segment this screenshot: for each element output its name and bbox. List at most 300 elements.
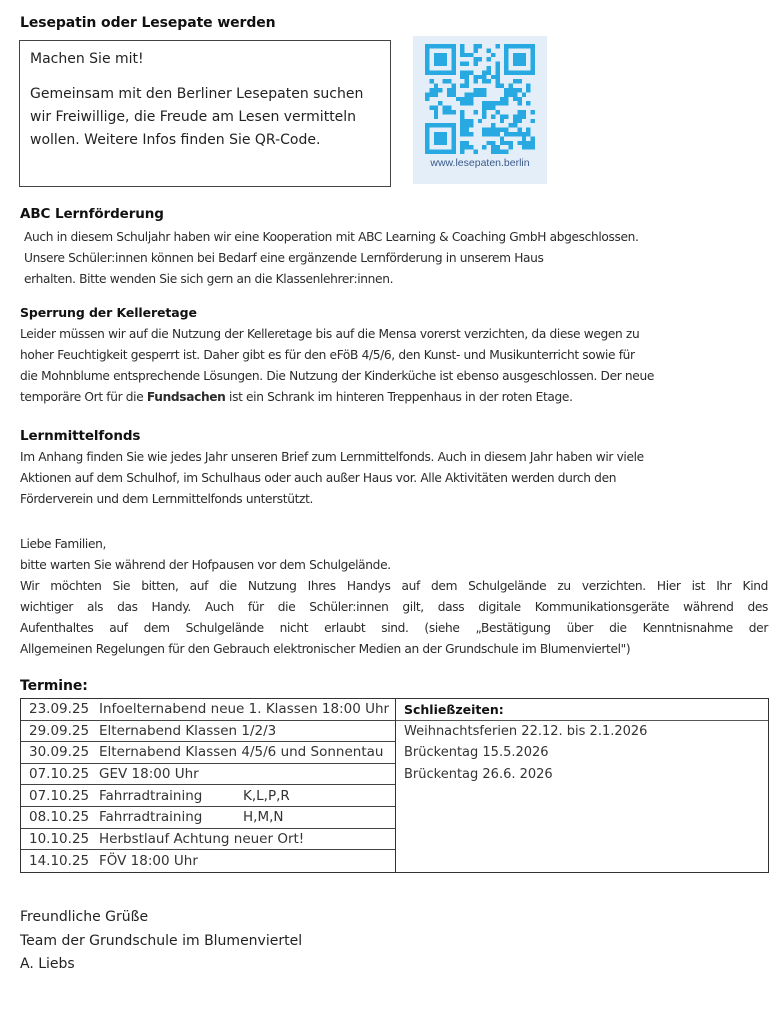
qr-module bbox=[451, 70, 455, 74]
qr-module bbox=[513, 119, 517, 123]
termin-event: Elternabend Klassen 4/5/6 und Sonnentau bbox=[99, 744, 384, 761]
termin-row bbox=[21, 699, 395, 721]
termine-heading: Termine: bbox=[20, 678, 88, 694]
qr-module bbox=[509, 84, 513, 88]
qr-module bbox=[447, 44, 451, 48]
qr-module bbox=[531, 119, 535, 123]
qr-module bbox=[465, 128, 469, 132]
qr-module bbox=[429, 70, 433, 74]
familien-greeting: Liebe Familien, bbox=[20, 537, 107, 551]
qr-module bbox=[495, 70, 499, 74]
qr-module bbox=[425, 128, 429, 132]
qr-module bbox=[504, 44, 508, 48]
qr-module bbox=[443, 106, 447, 110]
team-line: Team der Grundschule im Blumenviertel bbox=[20, 932, 303, 949]
qr-module bbox=[495, 44, 499, 48]
qr-module bbox=[447, 70, 451, 74]
qr-module bbox=[473, 79, 477, 83]
familien-text-line: Aufenthaltes auf dem Schulgelände nicht erlaubt sind. (siehe „Bestätigung über die Kenntnisnahme der bbox=[20, 621, 768, 635]
qr-module bbox=[513, 79, 517, 83]
qr-module bbox=[482, 101, 486, 105]
qr-module bbox=[526, 88, 530, 92]
qr-module bbox=[460, 75, 464, 79]
qr-module bbox=[460, 123, 464, 127]
qr-module bbox=[531, 53, 535, 57]
qr-module bbox=[443, 79, 447, 83]
qr-module bbox=[460, 119, 464, 123]
termin-event: Fahrradtraining bbox=[99, 787, 203, 804]
qr-module bbox=[478, 88, 482, 92]
qr-module bbox=[425, 132, 429, 136]
qr-module bbox=[478, 119, 482, 123]
familien-text-line: bitte warten Sie während der Hofpausen vor dem Schulgelände. bbox=[20, 558, 391, 572]
termin-date: 14.10.25 bbox=[29, 853, 90, 870]
kelleretage-text-line: die Mohnblume entsprechende Lösungen. Die Nutzung der Kinderküche ist ebenso ausgeschlossen. Der neue bbox=[20, 369, 654, 383]
qr-module bbox=[504, 101, 508, 105]
qr-module bbox=[513, 57, 517, 61]
qr-module bbox=[517, 62, 521, 66]
qr-module bbox=[434, 70, 438, 74]
qr-module bbox=[434, 136, 438, 140]
signer-name: A. Liebs bbox=[20, 956, 75, 972]
qr-module bbox=[491, 141, 495, 145]
qr-module bbox=[451, 123, 455, 127]
qr-module bbox=[500, 128, 504, 132]
termin-row bbox=[21, 721, 395, 743]
qr-module bbox=[438, 141, 442, 145]
qr-module bbox=[526, 141, 530, 145]
qr-module bbox=[491, 106, 495, 110]
termin-date: 23.09.25 bbox=[29, 701, 90, 718]
qr-code-card[interactable] bbox=[413, 36, 547, 184]
qr-module bbox=[465, 132, 469, 136]
qr-module bbox=[451, 57, 455, 61]
qr-module bbox=[469, 53, 473, 57]
qr-module bbox=[504, 88, 508, 92]
qr-module bbox=[495, 132, 499, 136]
termin-event: Elternabend Klassen 1/2/3 bbox=[99, 722, 277, 739]
qr-module bbox=[513, 123, 517, 127]
qr-module bbox=[473, 57, 477, 61]
qr-module bbox=[473, 48, 477, 52]
qr-module bbox=[447, 92, 451, 96]
qr-module bbox=[451, 136, 455, 140]
schliesszeit-item: Brückentag 26.6. 2026 bbox=[404, 767, 553, 783]
termin-event: FÖV 18:00 Uhr bbox=[99, 853, 198, 870]
lesepaten-info-box bbox=[19, 40, 391, 187]
qr-module bbox=[482, 114, 486, 118]
qr-module bbox=[526, 145, 530, 149]
qr-module bbox=[482, 70, 486, 74]
termin-event: Fahrradtraining bbox=[99, 809, 203, 826]
qr-module bbox=[513, 88, 517, 92]
qr-module bbox=[469, 97, 473, 101]
qr-module bbox=[491, 145, 495, 149]
qr-module bbox=[500, 97, 504, 101]
kelleretage-text-line: Leider müssen wir auf die Nutzung der Kelleretage bis auf die Mensa vorerst verzichten, da diese wegen zu bbox=[20, 327, 640, 341]
termin-date: 10.10.25 bbox=[29, 830, 90, 847]
qr-module bbox=[438, 88, 442, 92]
qr-module bbox=[434, 123, 438, 127]
qr-module bbox=[517, 119, 521, 123]
qr-module bbox=[491, 123, 495, 127]
termin-row bbox=[21, 807, 395, 829]
qr-module bbox=[451, 110, 455, 114]
termin-event: Herbstlauf Achtung neuer Ort! bbox=[99, 830, 305, 847]
qr-module bbox=[517, 53, 521, 57]
qr-module bbox=[504, 150, 508, 154]
qr-module bbox=[447, 79, 451, 83]
qr-module bbox=[451, 145, 455, 149]
qr-module bbox=[495, 110, 499, 114]
qr-module bbox=[482, 106, 486, 110]
qr-module bbox=[447, 110, 451, 114]
qr-module bbox=[473, 88, 477, 92]
qr-module bbox=[429, 44, 433, 48]
qr-module bbox=[504, 48, 508, 52]
qr-module bbox=[438, 57, 442, 61]
familien-text-line: wichtiger als das Handy. Auch für die Schüler:innen gilt, dass digitale Kommunikationsgeräte während des bbox=[20, 600, 768, 614]
qr-module bbox=[425, 70, 429, 74]
termin-event: Infoelternabend neue 1. Klassen 18:00 Uhr bbox=[99, 701, 390, 718]
qr-module bbox=[434, 141, 438, 145]
qr-module bbox=[495, 128, 499, 132]
qr-module bbox=[500, 141, 504, 145]
qr-module bbox=[447, 88, 451, 92]
termin-row bbox=[21, 829, 395, 851]
qr-module bbox=[500, 119, 504, 123]
qr-module bbox=[522, 145, 526, 149]
qr-module bbox=[443, 53, 447, 57]
qr-module bbox=[482, 128, 486, 132]
text-segment: ist ein Schrank im hinteren Treppenhaus in der roten Etage. bbox=[225, 390, 573, 404]
qr-module bbox=[460, 150, 464, 154]
lernmittelfonds-text bbox=[20, 447, 768, 510]
lernmittelfonds-text-line: Förderverein und dem Lernmittelfonds unterstützt. bbox=[20, 492, 314, 506]
qr-module bbox=[482, 132, 486, 136]
abc-text-line: Unsere Schüler:innen können bei Bedarf eine ergänzende Lernförderung in unserem Haus bbox=[24, 251, 544, 265]
qr-module bbox=[425, 57, 429, 61]
qr-module bbox=[500, 136, 504, 140]
qr-module bbox=[460, 53, 464, 57]
qr-module bbox=[460, 141, 464, 145]
qr-module bbox=[443, 141, 447, 145]
qr-module bbox=[434, 84, 438, 88]
qr-module bbox=[504, 62, 508, 66]
qr-module bbox=[460, 97, 464, 101]
qr-module bbox=[434, 110, 438, 114]
lesepaten-heading: Lesepatin oder Lesepate werden bbox=[20, 15, 276, 31]
qr-module bbox=[425, 136, 429, 140]
qr-module bbox=[513, 92, 517, 96]
qr-module bbox=[473, 44, 477, 48]
termin-row bbox=[21, 742, 395, 764]
qr-module bbox=[465, 101, 469, 105]
qr-module bbox=[531, 44, 535, 48]
familien-text-line: Allgemeinen Regelungen für den Gebrauch elektronischer Medien an der Grundschule im Blumenviertel") bbox=[20, 642, 631, 656]
qr-module bbox=[487, 79, 491, 83]
qr-module bbox=[465, 84, 469, 88]
qr-module bbox=[482, 92, 486, 96]
qr-module bbox=[473, 62, 477, 66]
termin-date: 07.10.25 bbox=[29, 787, 90, 804]
qr-module bbox=[451, 62, 455, 66]
qr-module bbox=[491, 128, 495, 132]
familien-text-line: Wir möchten Sie bitten, auf die Nutzung Ihres Handys auf dem Schulgelände zu verzichten. Hier ist Ihr Kind bbox=[20, 579, 768, 593]
qr-module bbox=[438, 70, 442, 74]
qr-module bbox=[491, 75, 495, 79]
qr-module bbox=[425, 145, 429, 149]
qr-module bbox=[482, 88, 486, 92]
qr-module bbox=[443, 110, 447, 114]
qr-module bbox=[443, 62, 447, 66]
qr-module bbox=[438, 132, 442, 136]
qr-module bbox=[526, 84, 530, 88]
qr-module bbox=[465, 62, 469, 66]
qr-module bbox=[500, 114, 504, 118]
qr-module bbox=[491, 150, 495, 154]
qr-module bbox=[447, 123, 451, 127]
qr-module bbox=[460, 128, 464, 132]
qr-module bbox=[495, 150, 499, 154]
qr-module bbox=[504, 53, 508, 57]
qr-module bbox=[522, 44, 526, 48]
qr-module bbox=[443, 132, 447, 136]
qr-module bbox=[487, 128, 491, 132]
qr-module bbox=[465, 53, 469, 57]
qr-module bbox=[517, 70, 521, 74]
qr-module bbox=[465, 92, 469, 96]
qr-module bbox=[447, 150, 451, 154]
qr-module bbox=[460, 101, 464, 105]
qr-module bbox=[460, 114, 464, 118]
qr-module bbox=[438, 101, 442, 105]
qr-module bbox=[509, 145, 513, 149]
lesepaten-text-line: wollen. Weitere Infos finden Sie QR-Code. bbox=[30, 132, 321, 148]
qr-module bbox=[531, 136, 535, 140]
qr-module bbox=[451, 44, 455, 48]
qr-module bbox=[443, 70, 447, 74]
qr-module bbox=[504, 92, 508, 96]
qr-module bbox=[425, 150, 429, 154]
qr-module bbox=[504, 128, 508, 132]
lernmittelfonds-text-line: Im Anhang finden Sie wie jedes Jahr unseren Brief zum Lernmittelfonds. Auch in diesem Jahr haben wir viele bbox=[20, 450, 644, 464]
abc-heading: ABC Lernförderung bbox=[20, 206, 164, 222]
qr-module bbox=[438, 150, 442, 154]
qr-module bbox=[465, 70, 469, 74]
qr-module bbox=[447, 106, 451, 110]
qr-module bbox=[504, 114, 508, 118]
signature-block bbox=[20, 906, 302, 977]
qr-module bbox=[465, 141, 469, 145]
qr-module bbox=[531, 141, 535, 145]
qr-module bbox=[460, 44, 464, 48]
qr-module bbox=[500, 84, 504, 88]
qr-module bbox=[513, 44, 517, 48]
schliesszeiten-column bbox=[396, 699, 768, 872]
qr-module bbox=[513, 97, 517, 101]
qr-module bbox=[495, 84, 499, 88]
qr-module bbox=[438, 123, 442, 127]
qr-module bbox=[469, 145, 473, 149]
qr-code-icon bbox=[425, 44, 535, 154]
qr-module bbox=[451, 53, 455, 57]
qr-module bbox=[509, 70, 513, 74]
qr-module bbox=[531, 66, 535, 70]
qr-module bbox=[522, 53, 526, 57]
qr-module bbox=[517, 88, 521, 92]
qr-module bbox=[517, 101, 521, 105]
qr-module bbox=[443, 150, 447, 154]
qr-module bbox=[517, 141, 521, 145]
qr-module bbox=[513, 114, 517, 118]
qr-module bbox=[522, 110, 526, 114]
termin-date: 30.09.25 bbox=[29, 744, 90, 761]
qr-module bbox=[451, 66, 455, 70]
qr-module bbox=[482, 79, 486, 83]
kelleretage-heading: Sperrung der Kelleretage bbox=[20, 305, 197, 320]
qr-module bbox=[500, 150, 504, 154]
kelleretage-text-line: hoher Feuchtigkeit gesperrt ist. Daher gibt es für den eFöB 4/5/6, den Kunst- und Musikunterricht sowie für bbox=[20, 348, 635, 362]
qr-module bbox=[434, 106, 438, 110]
qr-module bbox=[438, 136, 442, 140]
qr-module bbox=[473, 110, 477, 114]
qr-module bbox=[429, 106, 433, 110]
qr-module bbox=[478, 44, 482, 48]
qr-module bbox=[434, 150, 438, 154]
qr-module bbox=[526, 101, 530, 105]
qr-module bbox=[425, 97, 429, 101]
qr-module bbox=[469, 119, 473, 123]
qr-module bbox=[429, 150, 433, 154]
qr-module bbox=[491, 114, 495, 118]
qr-module bbox=[465, 79, 469, 83]
qr-module bbox=[465, 123, 469, 127]
qr-module bbox=[517, 57, 521, 61]
qr-module bbox=[517, 128, 521, 132]
qr-module bbox=[469, 123, 473, 127]
termin-groups: K,L,P,R bbox=[243, 787, 290, 804]
qr-module bbox=[509, 141, 513, 145]
qr-module bbox=[478, 57, 482, 61]
qr-module bbox=[495, 66, 499, 70]
qr-module bbox=[495, 145, 499, 149]
qr-module bbox=[487, 106, 491, 110]
schliesszeiten-heading: Schließzeiten: bbox=[396, 699, 768, 721]
qr-module bbox=[522, 136, 526, 140]
qr-module bbox=[504, 70, 508, 74]
qr-module bbox=[451, 150, 455, 154]
qr-module bbox=[509, 88, 513, 92]
lesepaten-text-line: wir Freiwillige, die Freude am Lesen vermitteln bbox=[30, 109, 357, 125]
qr-module bbox=[531, 110, 535, 114]
qr-module bbox=[438, 53, 442, 57]
qr-module bbox=[465, 97, 469, 101]
qr-module bbox=[473, 92, 477, 96]
qr-module bbox=[438, 62, 442, 66]
qr-module bbox=[522, 141, 526, 145]
qr-module bbox=[500, 101, 504, 105]
qr-module bbox=[487, 70, 491, 74]
qr-module bbox=[531, 62, 535, 66]
termin-groups: H,M,N bbox=[243, 809, 284, 826]
fundsachen-bold: Fundsachen bbox=[146, 390, 226, 404]
qr-module bbox=[443, 57, 447, 61]
qr-module bbox=[429, 123, 433, 127]
qr-module bbox=[504, 66, 508, 70]
termin-row bbox=[21, 850, 395, 872]
qr-module bbox=[526, 70, 530, 74]
qr-module bbox=[451, 84, 455, 88]
qr-module bbox=[517, 132, 521, 136]
qr-module bbox=[522, 132, 526, 136]
termine-dates-column bbox=[21, 699, 396, 872]
qr-module bbox=[469, 92, 473, 96]
qr-module bbox=[491, 53, 495, 57]
qr-module bbox=[451, 141, 455, 145]
closing-line: Freundliche Grüße bbox=[20, 909, 149, 925]
qr-module bbox=[425, 62, 429, 66]
qr-module bbox=[429, 92, 433, 96]
qr-module bbox=[495, 79, 499, 83]
qr-module bbox=[522, 114, 526, 118]
qr-module bbox=[482, 110, 486, 114]
qr-module bbox=[465, 145, 469, 149]
qr-module bbox=[443, 136, 447, 140]
qr-url-label: www.lesepaten.berlin bbox=[430, 157, 530, 169]
qr-module bbox=[487, 132, 491, 136]
qr-module bbox=[482, 75, 486, 79]
qr-module bbox=[473, 75, 477, 79]
qr-module bbox=[425, 141, 429, 145]
qr-module bbox=[460, 62, 464, 66]
qr-module bbox=[429, 88, 433, 92]
kelleretage-text-line bbox=[20, 387, 768, 408]
schliesszeit-item: Brückentag 15.5.2026 bbox=[404, 745, 549, 761]
qr-module bbox=[491, 101, 495, 105]
qr-module bbox=[531, 48, 535, 52]
termin-date: 07.10.25 bbox=[29, 766, 90, 783]
qr-module bbox=[434, 114, 438, 118]
qr-module bbox=[482, 145, 486, 149]
qr-module bbox=[504, 57, 508, 61]
qr-module bbox=[513, 70, 517, 74]
qr-module bbox=[504, 97, 508, 101]
qr-module bbox=[460, 132, 464, 136]
qr-module bbox=[522, 62, 526, 66]
termine-table bbox=[20, 698, 769, 873]
qr-module bbox=[434, 92, 438, 96]
qr-module bbox=[469, 132, 473, 136]
termin-date: 08.10.25 bbox=[29, 809, 90, 826]
qr-module bbox=[469, 101, 473, 105]
qr-module bbox=[495, 62, 499, 66]
qr-module bbox=[531, 57, 535, 61]
qr-module bbox=[425, 48, 429, 52]
qr-module bbox=[478, 75, 482, 79]
qr-module bbox=[522, 92, 526, 96]
qr-module bbox=[434, 132, 438, 136]
lesepaten-intro: Machen Sie mit! bbox=[30, 51, 144, 67]
qr-module bbox=[513, 62, 517, 66]
termin-row bbox=[21, 785, 395, 807]
qr-module bbox=[434, 62, 438, 66]
qr-module bbox=[491, 132, 495, 136]
qr-module bbox=[517, 44, 521, 48]
kelleretage-text bbox=[20, 324, 768, 408]
qr-module bbox=[517, 97, 521, 101]
qr-module bbox=[425, 44, 429, 48]
